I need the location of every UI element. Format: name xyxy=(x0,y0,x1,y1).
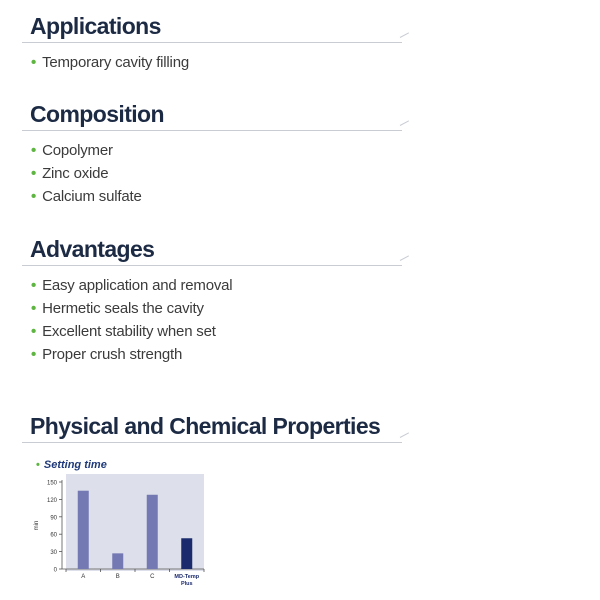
chart-subtitle: • Setting time xyxy=(36,459,107,471)
bar-md-temp-plus xyxy=(181,538,192,569)
section-divider xyxy=(22,42,402,43)
bullet-icon: • xyxy=(31,300,37,317)
bullet-icon: • xyxy=(31,165,37,182)
y-axis-label: min xyxy=(34,520,40,531)
list-item: • Hermetic seals the cavity xyxy=(31,300,204,317)
section-composition xyxy=(22,100,402,208)
section-properties xyxy=(22,412,402,443)
bullet-icon: • xyxy=(31,277,37,294)
bullet-icon: • xyxy=(31,346,37,363)
advantages-list xyxy=(22,274,402,366)
section-title-properties: Physical and Chemical Properties xyxy=(30,413,381,439)
list-item: • Calcium sulfate xyxy=(31,188,142,205)
bullet-icon: • xyxy=(31,188,37,205)
list-item: • Excellent stability when set xyxy=(31,323,216,340)
setting-time-chart xyxy=(28,472,208,596)
section-applications xyxy=(22,12,402,74)
list-item: • Zinc oxide xyxy=(31,165,109,182)
y-tick-label: 60 xyxy=(50,532,57,539)
x-tick-label: MD-Temp xyxy=(174,574,200,580)
y-tick-label: 30 xyxy=(50,550,57,557)
x-tick-label: C xyxy=(150,574,155,580)
section-title-applications: Applications xyxy=(30,13,161,39)
bar-c xyxy=(147,495,158,569)
section-advantages xyxy=(22,235,402,366)
bar-a xyxy=(78,491,89,569)
bullet-icon: • xyxy=(31,142,37,159)
composition-list xyxy=(22,139,402,208)
section-title-composition: Composition xyxy=(30,101,164,127)
bullet-icon: • xyxy=(31,54,37,71)
section-divider xyxy=(22,442,402,443)
x-tick-label: A xyxy=(81,574,86,580)
y-tick-label: 150 xyxy=(46,480,57,487)
list-item: • Copolymer xyxy=(31,142,113,159)
section-divider xyxy=(22,130,402,131)
bar-b xyxy=(112,553,123,569)
x-tick-label: B xyxy=(115,574,120,580)
bullet-icon: • xyxy=(31,323,37,340)
list-item: • Easy application and removal xyxy=(31,277,233,294)
section-divider xyxy=(22,265,402,266)
y-tick-label: 90 xyxy=(50,515,57,522)
applications-list xyxy=(22,51,402,74)
section-title-advantages: Advantages xyxy=(30,236,155,262)
y-tick-label: 0 xyxy=(53,567,57,574)
y-tick-label: 120 xyxy=(46,497,57,504)
bullet-icon: • xyxy=(36,459,40,471)
list-item: • Temporary cavity filling xyxy=(31,54,189,71)
list-item: • Proper crush strength xyxy=(31,346,183,363)
x-tick-label: Plus xyxy=(180,581,193,587)
